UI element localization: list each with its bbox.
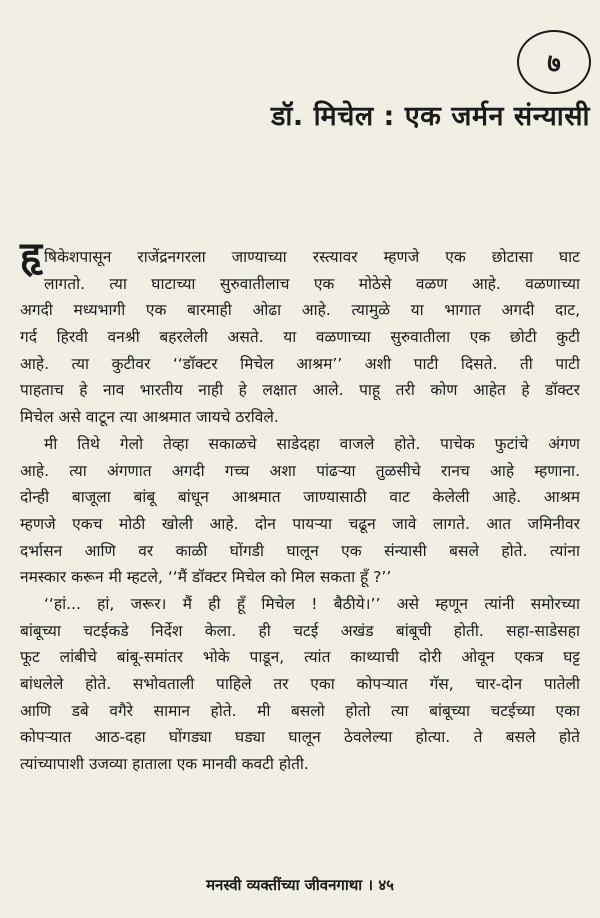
- text-line: षिकेशपासून राजेंद्रनगरला जाण्याच्या रस्त्यावर म्हणजे एक छोटासा घाट: [44, 248, 580, 266]
- chapter-title: डॉ. मिचेल : एक जर्मन संन्यासी: [270, 101, 590, 132]
- text-line: म्हणजे एकच मोठी खोली आहे. दोन पायऱ्या चढून जावे लागते. आत जमिनीवर: [20, 514, 580, 533]
- text-line: ‘‘हां... हां, जरूर। मैं ही हूँ मिचेल ! बैठीये।’’ असे म्हणून त्यांनी समोरच्या: [44, 594, 580, 613]
- text-line: दोन्ही बाजूला बांबू बांधून आश्रमात जाण्यासाठी वाट केलेली आहे. आश्रम: [20, 488, 580, 507]
- text-line: पाहताच हे नाव भारतीय नाही हे लक्षात आले. पाहू तरी कोण आहेत हे डॉक्टर: [20, 381, 580, 400]
- text-line: दर्भासन आणि वर काळी घोंगडी घालून एक संन्यासी बसले होते. त्यांना: [20, 541, 580, 560]
- drop-cap: हृ: [20, 234, 42, 280]
- text-line: लागतो. त्या घाटाच्या सुरुवातीलाच एक मोठेसे वळण आहे. वळणाच्या: [44, 274, 580, 293]
- text-line: त्यांच्यापाशी उजव्या हाताला एक मानवी कवटी होती.: [20, 755, 309, 774]
- text-line: बांबूच्या चटईकडे निर्देश केला. ही चटई अखंड बांबूची होती. सहा-साडेसहा: [20, 621, 580, 640]
- body-text: [20, 234, 580, 778]
- paragraph-3: [20, 591, 580, 778]
- text-line: आणि डबे वगैरे सामान होते. मी बसलो होतो त्या बांबूच्या चटईच्या एका: [20, 701, 580, 720]
- text-line: आहे. त्या कुटीवर ‘‘डॉक्टर मिचेल आश्रम’’ अशी पाटी दिसते. ती पाटी: [20, 354, 580, 373]
- text-line: मी तिथे गेलो तेव्हा सकाळचे साडेदहा वाजले होते. पाचेक फुटांचे अंगण: [44, 434, 580, 453]
- text-line: गर्द हिरवी वनश्री बहरलेली असते. या वळणाच्या सुरुवातीला एक छोटी कुटी: [20, 328, 580, 347]
- paragraph-1: [20, 234, 580, 431]
- text-line: नमस्कार करून मी म्हटले, ‘‘मैं डॉक्टर मिचेल को मिल सकता हूँ ?’’: [20, 568, 392, 587]
- text-line: आहे. त्या अंगणात अगदी गच्च अशा पांढऱ्या तुळसीचे रानच आहे म्हणाना.: [20, 461, 580, 480]
- chapter-number-badge: [517, 30, 591, 94]
- text-line: कोपऱ्यात आठ-दहा घोंगड्या घड्या घालून ठेवलेल्या होत्या. ते बसले होते: [20, 728, 580, 747]
- text-line: बांधलेले होते. सभोवताली पाहिले तर एका कोपऱ्यात गॅस, चार-दोन पातेली: [20, 675, 580, 693]
- text-line: मिचेल असे वाटून त्या आश्रमात जायचे ठरविले.: [20, 408, 279, 427]
- page-footer: मनस्वी व्यक्तींच्या जीवनगाथा । ४५: [206, 876, 394, 894]
- paragraph-2: [20, 431, 580, 591]
- text-line: फूट लांबीचे बांबू-समांतर भोके पाडून, त्यांत काथ्याची दोरी ओवून एकत्र घट्ट: [20, 648, 580, 667]
- text-line: अगदी मध्यभागी एक बारमाही ओढा आहे. त्यामुळे या भागात अगदी दाट,: [20, 301, 580, 320]
- chapter-number: ७: [547, 49, 561, 79]
